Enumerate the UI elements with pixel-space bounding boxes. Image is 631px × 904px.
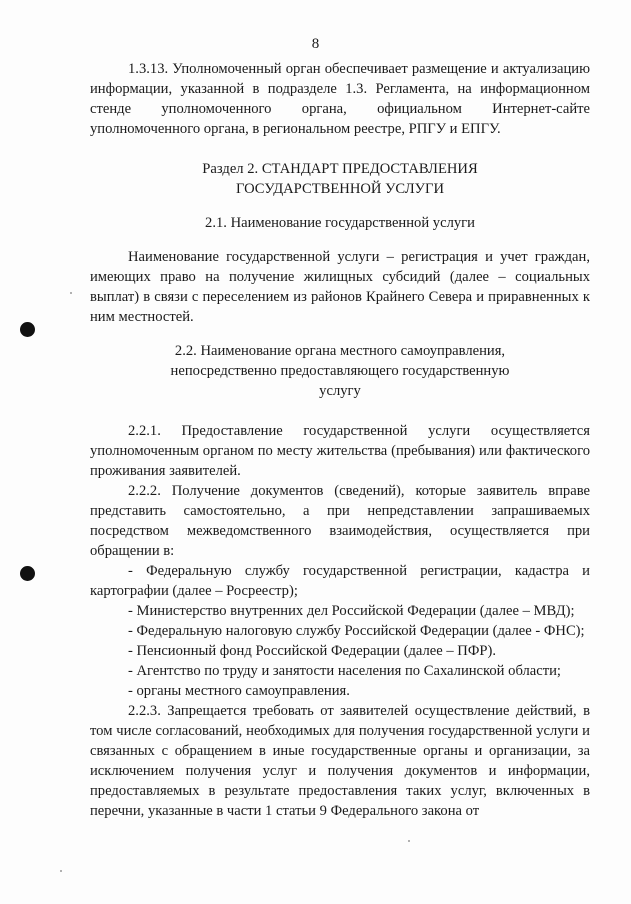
heading-2-2-line-2: непосредственно предоставляющего государственную <box>170 363 510 379</box>
punch-hole-upper <box>20 322 35 337</box>
heading-2-1: 2.1. Наименование государственной услуги <box>205 215 475 231</box>
paragraph-1-3-13: 1.3.13. Уполномоченный орган обеспечивает размещение и актуализацию информации, указанной в подразделе 1.3. Регламента, на информационном стенде уполномоченного органа, официальном Интернет-сайте уполномоченного органа, в региональном реестре, РПГУ и ЕПГУ. <box>90 61 590 137</box>
section-2-title-line-2: ГОСУДАРСТВЕННОЙ УСЛУГИ <box>236 181 444 197</box>
paragraph-2-2-3: 2.2.3. Запрещается требовать от заявителей осуществление действий, в том числе согласований, необходимых для получения государственной услуги и связанных с обращением в иные государственные органы и организации, за исключением получения услуг и получения документов и информации, предоставляемых в результате предоставления таких услуг, включенных в перечни, указанные в части 1 статьи 9 Федерального закона от <box>90 703 590 819</box>
list-item: - органы местного самоуправления. <box>128 683 350 699</box>
scan-speck <box>70 292 72 294</box>
paragraph-2-2-1: 2.2.1. Предоставление государственной услуги осуществляется уполномоченным органом по месту жительства (пребывания) или фактического проживания заявителей. <box>90 423 590 479</box>
list-item: - Федеральную налоговую службу Российской Федерации (далее - ФНС); <box>128 623 585 639</box>
scan-speck <box>60 870 62 872</box>
list-item: - Федеральную службу государственной регистрации, кадастра и картографии (далее – Росреестр); <box>90 563 590 599</box>
document-body <box>90 59 590 821</box>
heading-2-2-line-1: 2.2. Наименование органа местного самоуправления, <box>174 343 506 359</box>
scan-speck <box>408 840 410 842</box>
heading-2-2-line-3: услугу <box>319 383 361 399</box>
list-item: - Пенсионный фонд Российской Федерации (далее – ПФР). <box>128 643 496 659</box>
punch-hole-lower <box>20 566 35 581</box>
page-number: 8 <box>311 36 320 52</box>
list-item: - Министерство внутренних дел Российской Федерации (далее – МВД); <box>128 603 575 619</box>
paragraph-2-2-2: 2.2.2. Получение документов (сведений), которые заявитель вправе представить самостоятельно, а при непредставлении запрашиваемых посредством межведомственного взаимодействия, осуществляется при обращении в: <box>90 483 590 559</box>
section-2-title-line-1: Раздел 2. СТАНДАРТ ПРЕДОСТАВЛЕНИЯ <box>202 161 478 177</box>
list-item: - Агентство по труду и занятости населения по Сахалинской области; <box>128 663 561 679</box>
paragraph-2-1: Наименование государственной услуги – регистрация и учет граждан, имеющих право на получение жилищных субсидий (далее – социальных выплат) в связи с переселением из районов Крайнего Севера и приравненных к ним местностей. <box>90 249 590 325</box>
